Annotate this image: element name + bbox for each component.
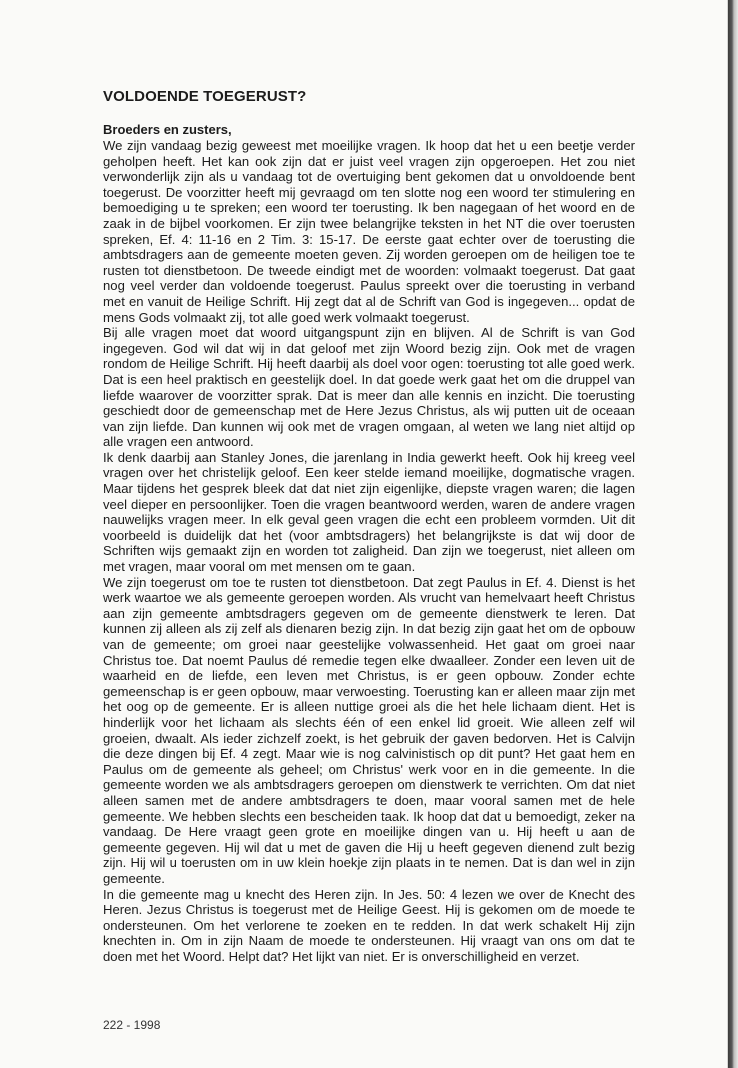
paragraph-5: In die gemeente mag u knecht des Heren zijn. In Jes. 50: 4 lezen we over de Knecht des Heren. Jezus Christus is toegerust met de Heilige Geest. Hij is gekomen om de moede te ondersteunen. Om het verlorene te zoeken en te redden. In dat werk schakelt Hij zijn knechten in. Om in zijn Naam de moede te ondersteunen. Hij vraagt van ons om dat te doen met het Woord. Helpt dat? Het lijkt van niet. Er is onverschilligheid en verzet. bbox=[103, 886, 635, 964]
page-number: 222 - 1998 bbox=[103, 1018, 161, 1032]
salutation: Broeders en zusters, bbox=[103, 122, 232, 137]
article bbox=[103, 88, 635, 964]
paragraph-4: We zijn toegerust om toe te rusten tot dienstbetoon. Dat zegt Paulus in Ef. 4. Dienst is het werk waartoe we als gemeente geroepen worden. Als vrucht van hemelvaart heeft Christus aan zijn gemeente ambtsdragers gegeven om de gemeente dienstwerk te leren. Dat kunnen zij alleen als zij zelf als dienaren bezig zijn. In dat bezig zijn gaat het om de opbouw van de gemeente; om groei naar geestelijke volwassenheid. Het gaat om groei naar Christus toe. Dat noemt Paulus dé remedie tegen elke dwaalleer. Zonder een leven uit de waarheid en de liefde, een leven met Christus, is er geen opbouw. Zonder echte gemeenschap is er geen opbouw, maar verwoesting. Toerusting kan er alleen maar zijn met het oog op de gemeente. Er is alleen nuttige groei als die het hele lichaam dient. Het is hinderlijk voor het lichaam als slechts één of een enkel lid groeit. Wie alleen zelf wil groeien, dwaalt. Als ieder zichzelf zoekt, is het gebruik der gaven bedorven. Het is Calvijn die deze dingen bij Ef. 4 zegt. Maar wie is nog calvinistisch op dit punt? Het gaat hem en Paulus om de gemeente als geheel; om Christus' werk voor en in die gemeente. In die gemeente worden we als ambtsdragers geroepen om dienstwerk te verrichten. Om dat niet alleen samen met de andere ambtsdragers te doen, maar vooral samen met de hele gemeente. We hebben slechts een bescheiden taak. Ik hoop dat dat u bemoedigt, zeker na vandaag. De Here vraagt geen grote en moeilijke dingen van u. Hij heeft u aan de gemeente gegeven. Hij wil dat u met de gaven die Hij u heeft gegeven dienend zult bezig zijn. Hij wil u toerusten om in uw klein hoekje zijn plaats in te nemen. Dat is dan wel in zijn gemeente. bbox=[103, 574, 635, 886]
paragraph-2: Bij alle vragen moet dat woord uitgangspunt zijn en blijven. Al de Schrift is van God ingegeven. God wil dat wij in dat geloof met zijn Woord bezig zijn. Ook met de vragen rondom de Heilige Schrift. Hij heeft daarbij als doel voor ogen: toerusting tot alle goed werk. Dat is een heel praktisch en geestelijk doel. In dat goede werk gaat het om die druppel van liefde waarover de voorzitter sprak. Dat is meer dan alle kennis en inzicht. Die toerusting geschiedt door de gemeenschap met de Here Jezus Christus, als wij putten uit de oceaan van zijn liefde. Dan kunnen wij ook met de vragen omgaan, al weten we lang niet altijd op alle vragen een antwoord. bbox=[103, 325, 635, 450]
article-title: VOLDOENDE TOEGERUST? bbox=[103, 88, 307, 105]
paragraph-1: We zijn vandaag bezig geweest met moeilijke vragen. Ik hoop dat het u een beetje verder geholpen heeft. Het kan ook zijn dat er juist veel vragen zijn opgeroepen. Het zou niet verwonderlijk zijn als u vandaag tot de overtuiging bent gekomen dat u onvoldoende bent toegerust. De voorzitter heeft mij gevraagd om ten slotte nog een woord ter stimulering en bemoediging u te spreken; een woord ter toerusting. Ik ben nagegaan of het woord en de zaak in de bijbel voorkomen. Er zijn twee belangrijke teksten in het NT die over toerusten spreken, Ef. 4: 11-16 en 2 Tim. 3: 15-17. De eerste gaat echter over de toerusting die ambtsdragers aan de gemeente moeten geven. Zij worden geroepen om de heiligen toe te rusten tot dienstbetoon. De tweede eindigt met de woorden: volmaakt toegerust. Dat gaat nog veel verder dan voldoende toegerust. Paulus spreekt over die toerusting in verband met en vanuit de Heilige Schrift. Hij zegt dat al de Schrift van God is ingegeven... opdat de mens Gods volmaakt zij, tot alle goed werk volmaakt toegerust. bbox=[103, 138, 635, 325]
paragraph-3: Ik denk daarbij aan Stanley Jones, die jarenlang in India gewerkt heeft. Ook hij kreeg veel vragen over het christelijk geloof. Een keer stelde iemand moeilijke, dogmatische vragen. Maar tijdens het gesprek bleek dat dat niet zijn eigenlijke, diepste vragen waren; die lagen veel dieper en persoonlijker. Toen die vragen beantwoord werden, waren de andere vragen nauwelijks vragen meer. In elk geval geen vragen die echt een probleem vormden. Uit dit voorbeeld is duidelijk dat het (voor ambtsdragers) het belangrijkste is dat wij door de Schriften wijs gemaakt zijn en worden tot zaligheid. Dan zijn we toegerust, niet alleen om met vragen, maar vooral om met mensen om te gaan. bbox=[103, 449, 635, 575]
page-edge-divider bbox=[728, 0, 738, 1068]
